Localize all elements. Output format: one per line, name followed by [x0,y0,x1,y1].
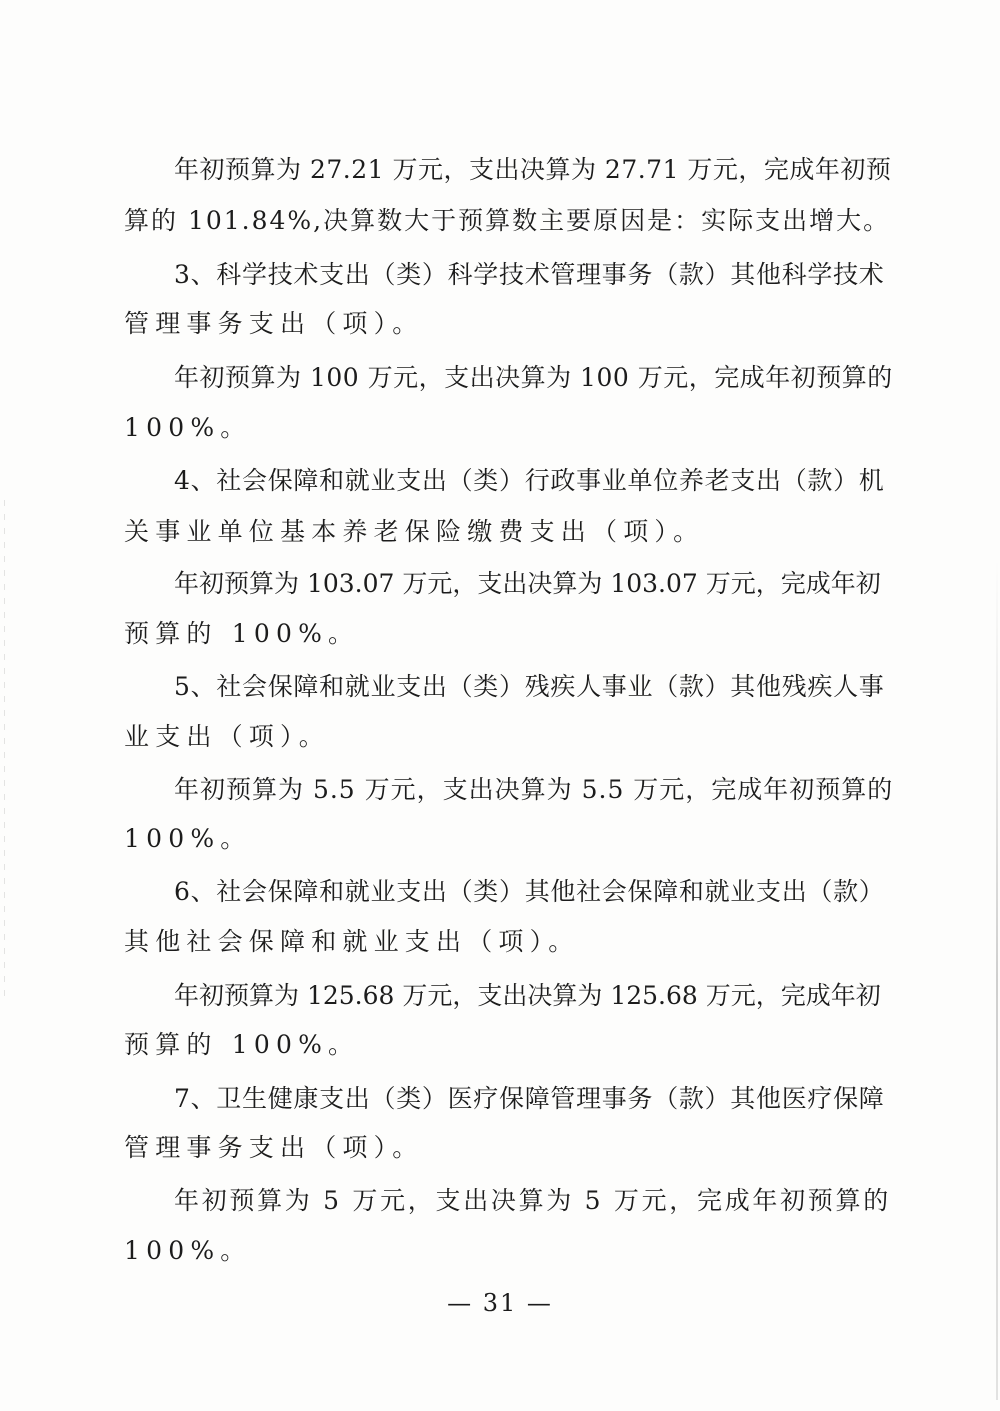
scan-edge-left [4,500,5,1000]
text-line: 4、社会保障和就业支出（类）行政事业单位养老支出（款）机 [174,466,885,495]
text-line: 年初预算为 100 万元，支出决算为 100 万元，完成年初预算的 [174,363,893,392]
text-line: 年初预算为 5 万元，支出决算为 5 万元，完成年初预算的 [174,1186,891,1215]
text-line: 100%。 [124,1236,252,1265]
text-line: 6、社会保障和就业支出（类）其他社会保障和就业支出（款） [174,877,885,906]
text-line: 预算的 100%。 [124,1030,360,1059]
text-line: 年初预算为 27.21 万元，支出决算为 27.71 万元，完成年初预 [174,155,892,184]
text-line: 年初预算为 5.5 万元，支出决算为 5.5 万元，完成年初预算的 [174,775,894,804]
text-line: 其他社会保障和就业支出（项）。 [124,927,580,956]
text-line: 预算的 100%。 [124,619,360,648]
page-number: — 31 — [447,1289,553,1317]
text-line: 算的 101.84%,决算数大于预算数主要原因是：实际支出增大。 [124,206,891,235]
text-line: 3、科学技术支出（类）科学技术管理事务（款）其他科学技术 [174,260,885,289]
text-line: 年初预算为 125.68 万元，支出决算为 125.68 万元，完成年初 [174,981,881,1010]
scan-edge-right [996,560,998,1400]
text-line: 7、卫生健康支出（类）医疗保障管理事务（款）其他医疗保障 [174,1084,885,1113]
text-line: 业支出（项）。 [124,722,330,751]
text-line: 管理事务支出（项）。 [124,309,424,338]
text-line: 关事业单位基本养老保险缴费支出（项）。 [124,517,705,546]
text-line: 5、社会保障和就业支出（类）残疾人事业（款）其他残疾人事 [174,672,885,701]
text-line: 管理事务支出（项）。 [124,1133,424,1162]
text-line: 年初预算为 103.07 万元，支出决算为 103.07 万元，完成年初 [174,569,881,598]
text-line: 100%。 [124,413,252,442]
text-line: 100%。 [124,824,252,853]
